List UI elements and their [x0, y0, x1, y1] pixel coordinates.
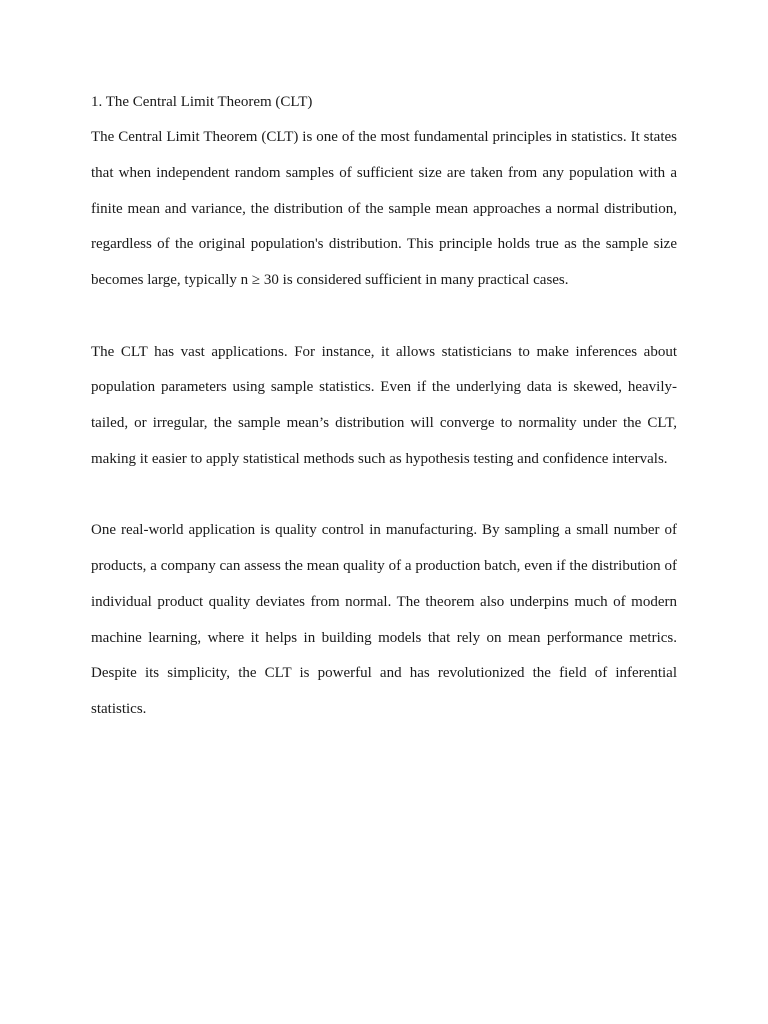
paragraph-real-world-application: One real-world application is quality control in manufacturing. By sampling a small number of products, a company can assess the mean quality of a production batch, even if the distribution of individual product quality deviates from normal. The theorem also underpins much of modern machine learning, where it helps in building models that rely on mean performance metrics. Despite its simplicity, the CLT is powerful and has revolutionized the field of inferential statistics. — [91, 522, 677, 717]
paragraph-clt-applications: The CLT has vast applications. For instance, it allows statisticians to make inferences about population parameters using sample statistics. Even if the underlying data is skewed, heavily-tailed, or irregular, the sample mean’s distribution will converge to normality under the CLT, making it easier to apply statistical methods such as hypothesis testing and confidence intervals. — [91, 343, 677, 467]
section-heading: 1. The Central Limit Theorem (CLT) — [91, 94, 313, 110]
paragraph-clt-definition: The Central Limit Theorem (CLT) is one of the most fundamental principles in statistics. It states that when independent random samples of sufficient size are taken from any population with a finite mean and variance, the distribution of the sample mean approaches a normal distribution, regardless of the original population's distribution. This principle holds true as the sample size becomes large, typically n ≥ 30 is considered sufficient in many practical cases. — [91, 129, 677, 288]
document-body — [91, 89, 677, 728]
